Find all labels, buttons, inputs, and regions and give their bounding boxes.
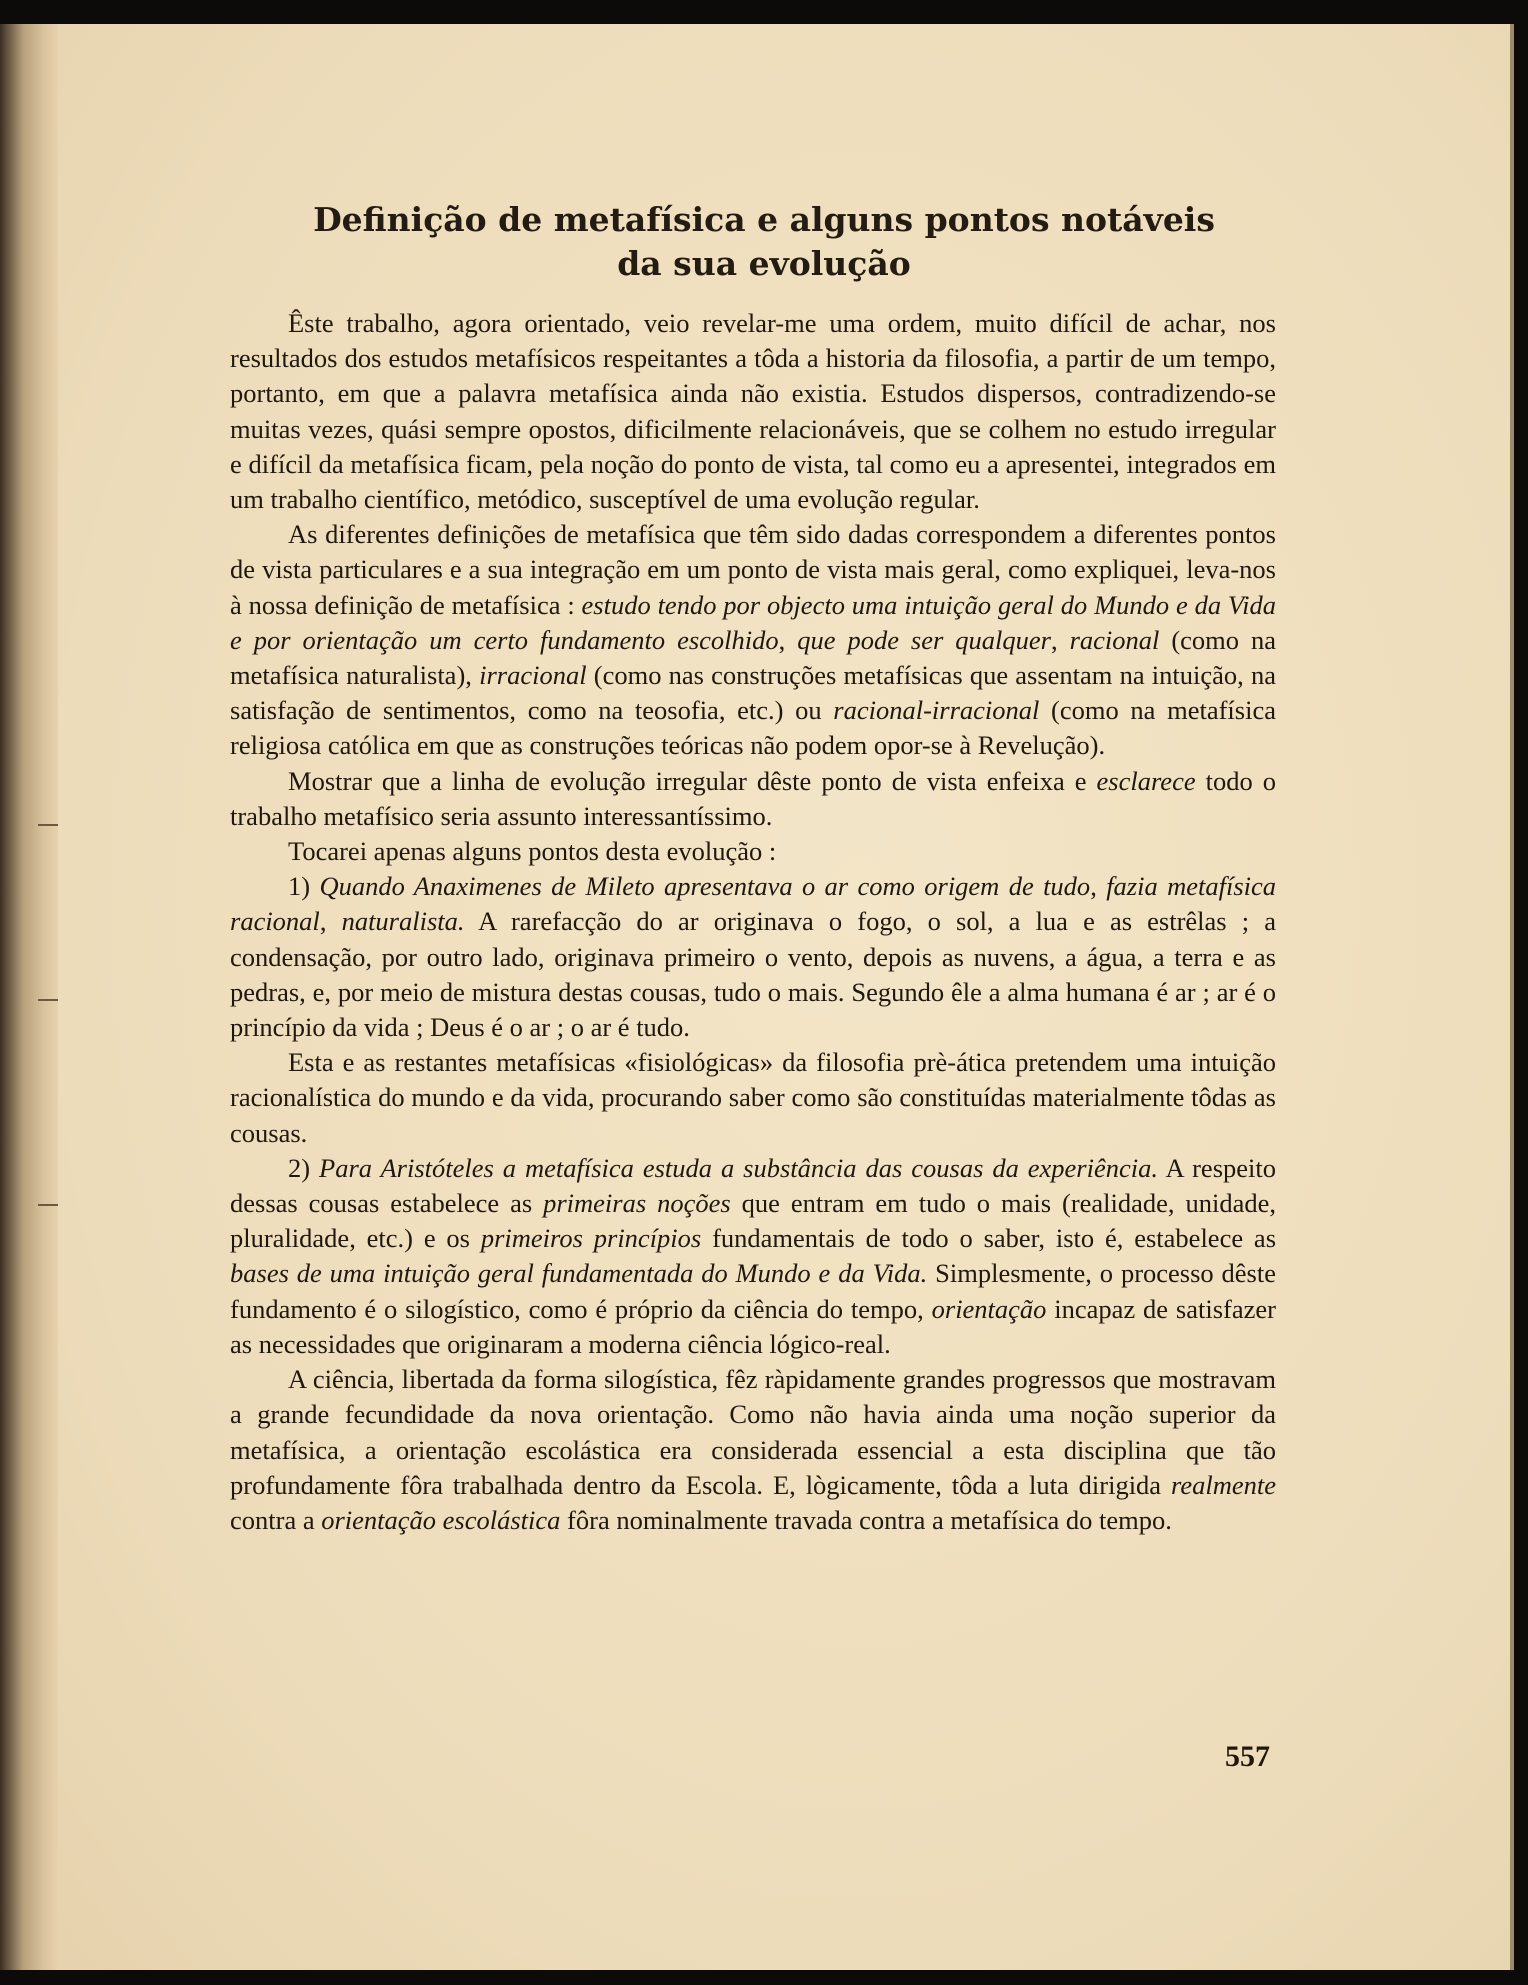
italic-text: orientação (931, 1293, 1047, 1324)
page-edge (1510, 24, 1514, 1970)
paragraph (230, 869, 1276, 1045)
text-run: , (1050, 624, 1070, 655)
text-run: fundamentais de todo o saber, isto é, estabelece as (701, 1223, 1277, 1254)
text-run: As diferentes definições de metafísica que têm sido dadas correspondem a diferentes pontos de vista particulares e a sua integração em um ponto de vista mais geral, como expliquei, leva-nos à nossa definição de metafísica : (230, 519, 1276, 620)
paragraph (230, 306, 1276, 517)
text-run: fôra nominalmente travada contra a metafísica do tempo. (560, 1504, 1172, 1535)
paragraph (230, 1151, 1276, 1362)
text-run: contra a (230, 1504, 322, 1535)
text-run: , (1090, 871, 1107, 902)
paragraph (230, 517, 1276, 763)
text-run: Tocarei apenas alguns pontos desta evolução : (288, 836, 777, 867)
italic-text: Para Aristóteles a metafísica estuda a substância das cousas da experiência. (319, 1152, 1158, 1183)
text-run: Mostrar que a linha de evolução irregular dêste ponto de vista enfeixa e (288, 765, 1097, 796)
body-text (230, 306, 1276, 1538)
text-run: incapaz de satisfazer as necessidades que originaram a moderna ciência lógico-real. (230, 1293, 1276, 1359)
paragraph (230, 764, 1276, 834)
paragraph (230, 1045, 1276, 1151)
italic-text: estudo tendo por objecto uma intuição geral do Mundo e da Vida e por orientação um certo fundamento escolhido (230, 589, 1277, 655)
italic-text: racional (1069, 624, 1160, 655)
italic-text: realmente (1171, 1469, 1276, 1500)
text-run: , (778, 624, 798, 655)
italic-text: naturalista. (341, 906, 465, 937)
text-run: Simplesmente, o processo dêste fundamento é o silogístico, como é próprio da ciência do tempo, (230, 1258, 1276, 1324)
italic-text: bases de uma intuição geral fundamentada do Mundo e da Vida. (230, 1258, 928, 1289)
italic-text: que pode ser qualquer (797, 624, 1051, 655)
chapter-title-line-2: da sua evolução (617, 244, 911, 283)
book-spine (0, 24, 58, 1970)
text-run: , (319, 906, 342, 937)
text-run: 1) (288, 871, 320, 902)
italic-text: esclarece (1096, 765, 1196, 796)
italic-text: irracional (479, 660, 587, 691)
text-run: A ciência, libertada da forma silogística, fêz ràpidamente grandes progressos que mostravam a grande fecundidade da nova orientação. Como não havia ainda uma noção superior da metafísica, a orientação escolástica era considerada essencial a esta disciplina que tão profundamente fôra trabalhada dentro da Escola. E, lògicamente, tôda a luta dirigida (230, 1364, 1276, 1500)
italic-text: primeiras noções (543, 1188, 731, 1219)
text-run: 2) (288, 1152, 320, 1183)
text-run: que entram em tudo o mais (realidade, unidade, pluralidade, etc.) e os (230, 1188, 1277, 1254)
paragraph (230, 1362, 1276, 1538)
text-run: A rarefacção do ar originava o fogo, o sol, a lua e as estrêlas ; a condensação, por outro lado, originava primeiro o vento, depois as nuvens, a água, a terra e as pedras, e, por meio de mistura destas cousas, tudo o mais. Segundo êle a alma humana é ar ; ar é o princípio da vida ; Deus é o ar ; o ar é tudo. (230, 906, 1276, 1043)
text-run: (como na metafísica religiosa católica em que as construções teóricas não podem opor-se à Revelução). (230, 695, 1276, 761)
italic-text: primeiros princípios (480, 1223, 702, 1254)
text-run: Esta e as restantes metafísicas «fisiológicas» da filosofia prè-ática pretendem uma intuição racionalística do mundo e da vida, procurando saber como são constituídas materialmente tôdas as cousas. (230, 1047, 1276, 1148)
text-run: (como na metafísica naturalista), (230, 624, 1277, 691)
italic-text: orientação escolástica (321, 1504, 561, 1535)
italic-text: racional-irracional (833, 695, 1040, 726)
page-number: 557 (1225, 1740, 1270, 1773)
paragraph (230, 834, 1276, 869)
chapter-title (234, 198, 1294, 286)
text-run: (como nas construções metafísicas que assentam na intuição, na satisfação de sentimentos, como na teosofia, etc.) ou (230, 660, 1276, 726)
italic-text: Quando Anaximenes de Mileto apresentava o ar como origem de tudo (319, 871, 1091, 902)
italic-text: fazia metafísica racional (230, 871, 1277, 937)
text-run: Êste trabalho, agora orientado, veio revelar-me uma ordem, muito difícil de achar, nos resultados dos estudos metafísicos respeitantes a tôda a historia da filosofia, a partir de um tempo, portanto, em que a palavra metafísica ainda não existia. Estudos dispersos, contradizendo-se muitas vezes, quási sempre opostos, dificilmente relacionáveis, que se colhem no estudo irregular e difícil da metafísica ficam, pela noção do ponto de vista, tal como eu a apresentei, integrados em um trabalho científico, metódico, susceptível de uma evolução regular. (230, 308, 1276, 515)
chapter-title-line-1: Definição de metafísica e alguns pontos notáveis (313, 200, 1215, 239)
text-run: A respeito dessas cousas estabelece as (230, 1152, 1276, 1219)
text-run: todo o trabalho metafísico seria assunto interessantíssimo. (230, 765, 1276, 831)
